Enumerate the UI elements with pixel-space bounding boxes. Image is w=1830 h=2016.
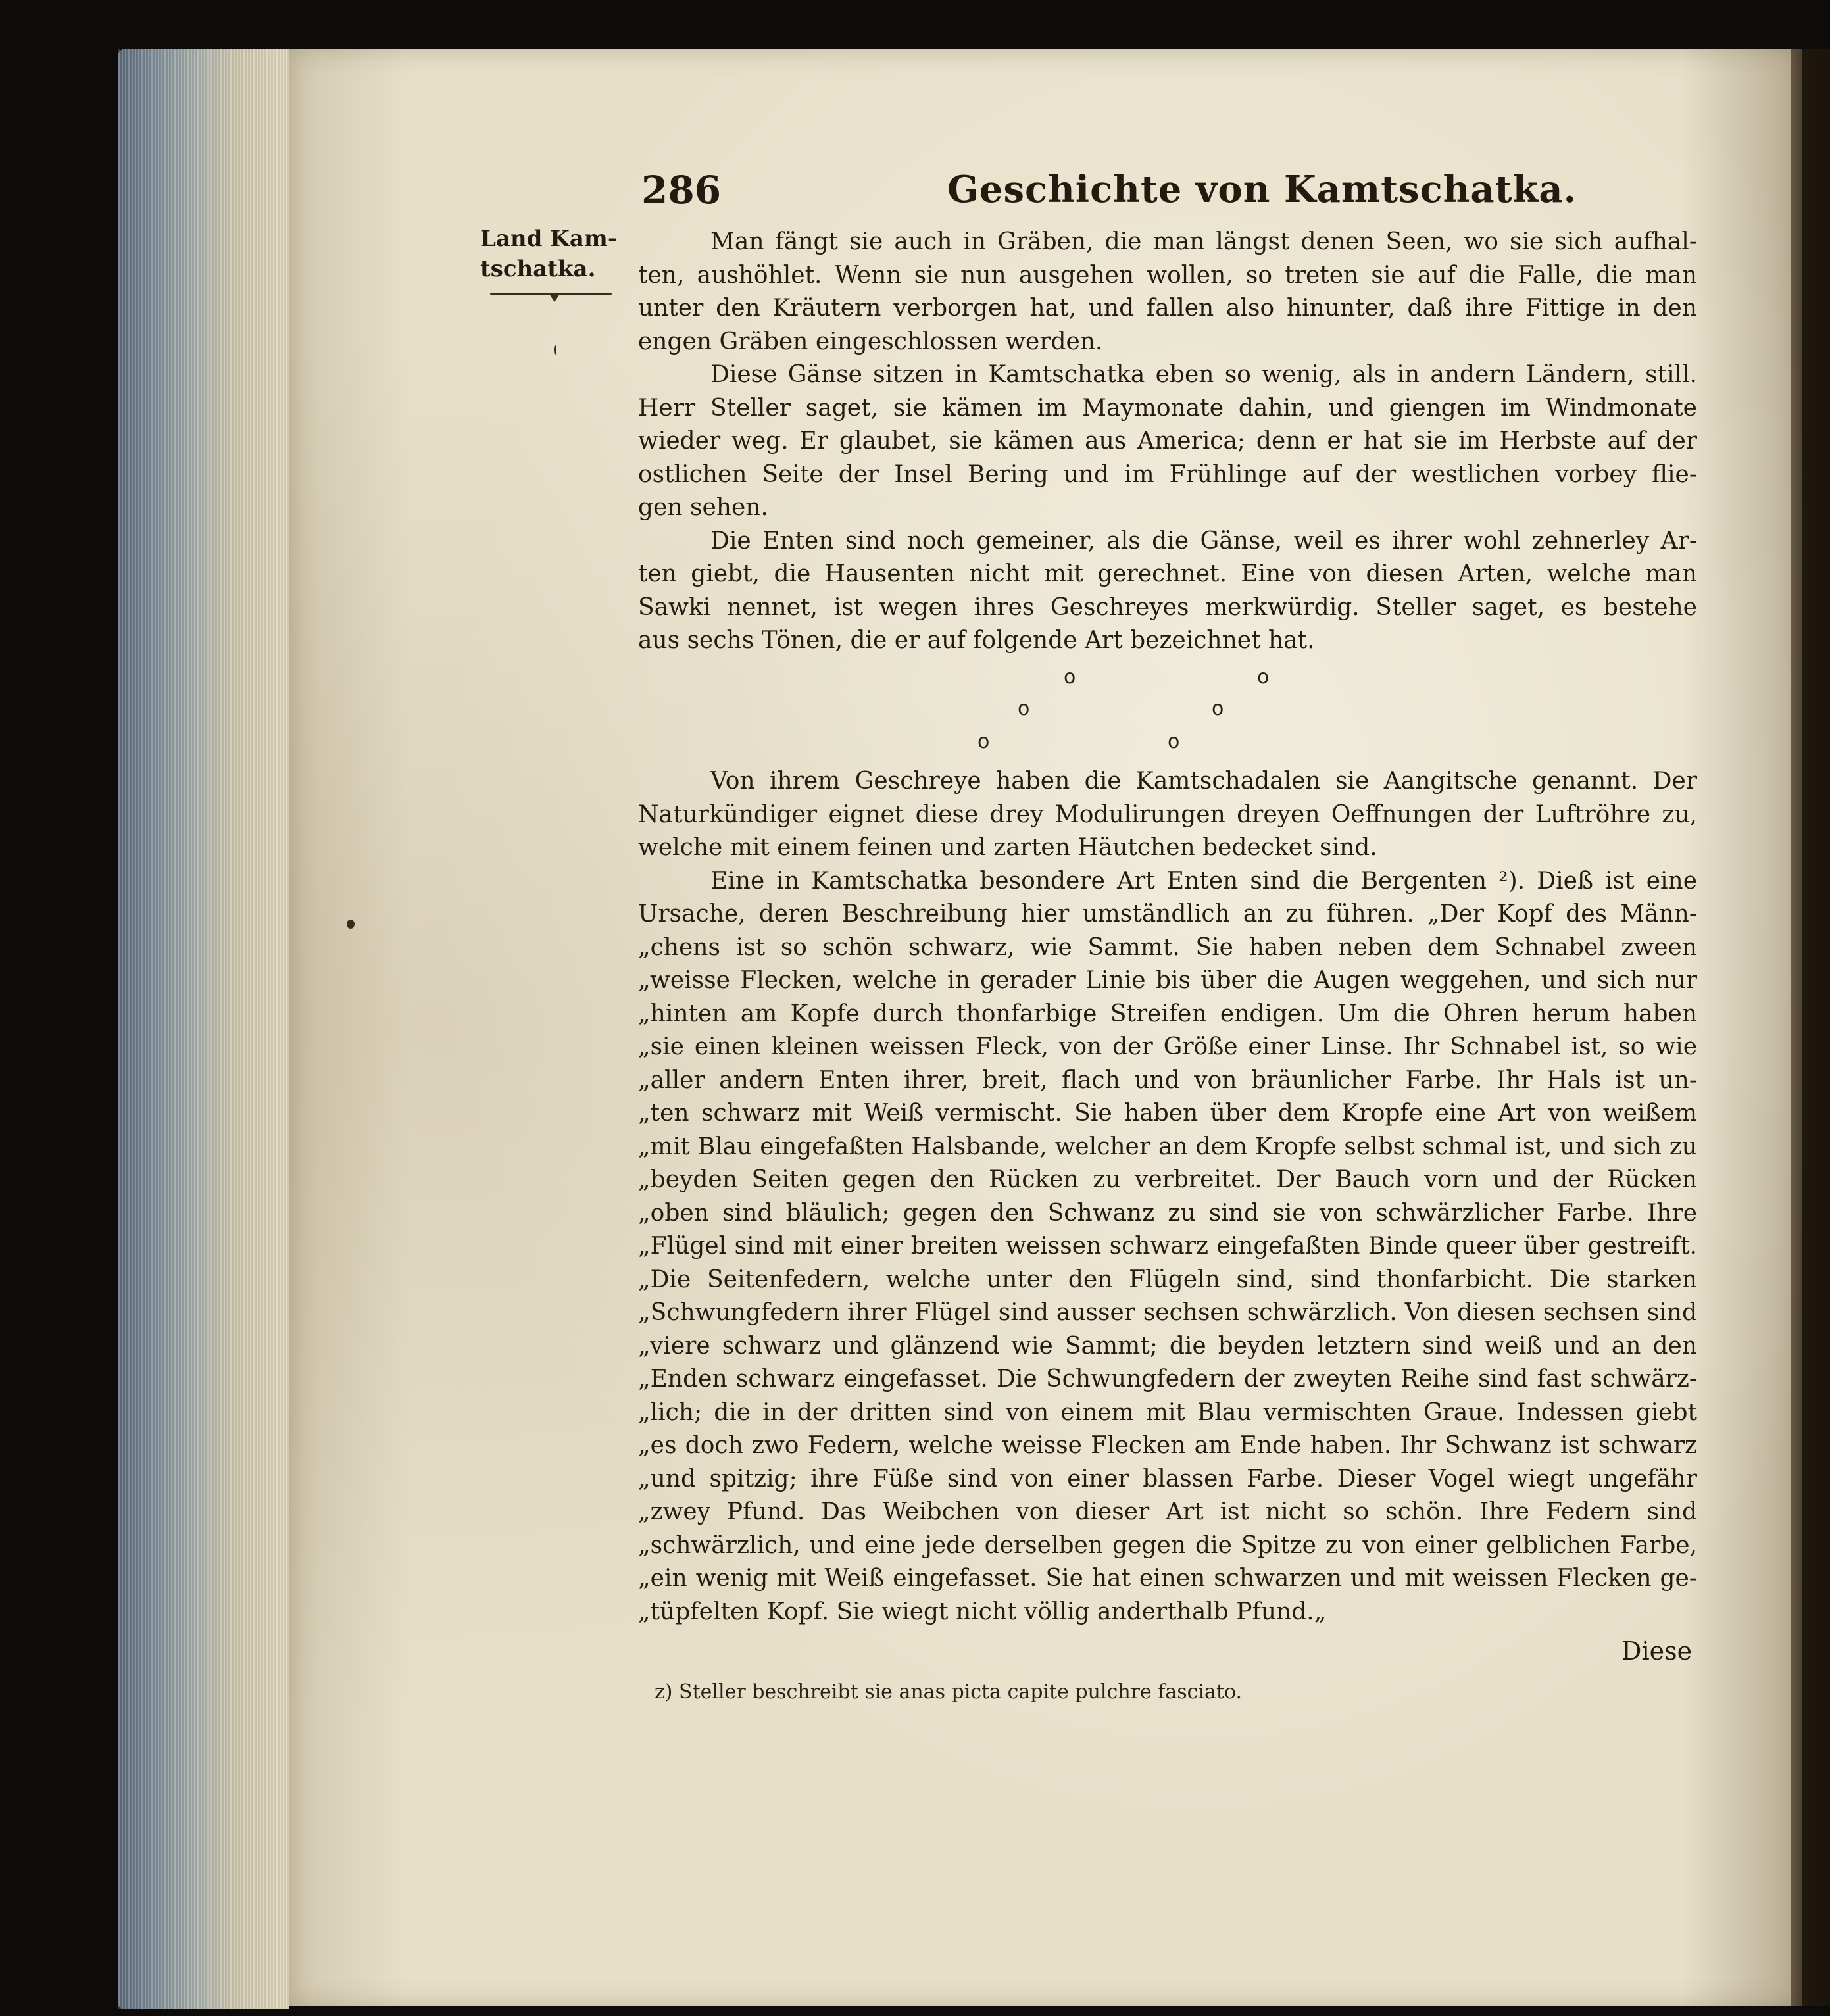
paper-speck [554, 345, 556, 355]
text-line: „und spitzig; ihre Füße sind von einer blassen Farbe. Dieser Vogel wiegt ungefähr [638, 1465, 1697, 1492]
text-line: „Enden schwarz eingefasset. Die Schwungfedern der zweyten Reihe sind fast schwärz- [638, 1365, 1697, 1392]
text-line: „chens ist so schön schwarz, wie Sammt. Sie haben neben dem Schnabel zween [638, 933, 1697, 961]
page-number: 286 [641, 168, 722, 212]
text-line: Naturkündiger eignet diese drey Modulirungen dreyen Oeffnungen der Luftröhre zu, [638, 800, 1697, 828]
tone-mark: o [1168, 730, 1180, 753]
text-line: Eine in Kamtschatka besondere Art Enten sind die Bergenten ²). Dieß ist eine [710, 867, 1697, 895]
marginal-mark [549, 294, 560, 302]
text-line: „Die Seitenfedern, welche unter den Flügeln sind, sind thonfarbicht. Die starken [638, 1266, 1697, 1293]
paragraph-block-2 [638, 765, 1697, 1629]
text-line: Diese Gänse sitzen in Kamtschatka eben so wenig, als in andern Ländern, still. [710, 361, 1697, 388]
text-line: „Schwungfedern ihrer Flügel sind ausser sechsen schwärzlich. Von diesen sechsen sind [638, 1299, 1697, 1326]
text-line: Man fängt sie auch in Gräben, die man längst denen Seen, wo sie sich aufhal- [710, 228, 1697, 255]
tone-mark: o [1212, 697, 1224, 720]
text-line: engen Gräben eingeschlossen werden. [638, 328, 1103, 355]
text-line: „viere schwarz und glänzend wie Sammt; die beyden letztern sind weiß und an den [638, 1332, 1697, 1360]
text-line: gen sehen. [638, 494, 768, 521]
text-line: ten, aushöhlet. Wenn sie nun ausgehen wollen, so treten sie auf die Falle, die man [638, 261, 1697, 289]
tone-mark: o [1064, 666, 1076, 689]
page-header [641, 168, 1746, 220]
text-line: aus sechs Tönen, die er auf folgende Art bezeichnet hat. [638, 627, 1315, 654]
tone-mark: o [1018, 697, 1030, 720]
text-line: Ursache, deren Beschreibung hier umständlich an zu führen. „Der Kopf des Männ- [638, 900, 1697, 927]
text-line: Herr Steller saget, sie kämen im Maymonate dahin, und giengen im Windmonate [638, 394, 1697, 422]
paragraph-block-1 [638, 226, 1697, 658]
marginal-note-line: Land Kam- [480, 226, 617, 252]
marginal-note-line: tschatka. [480, 256, 596, 282]
text-line: „mit Blau eingefaßten Halsbande, welcher an dem Kropfe selbst schmal ist, und sich zu [638, 1133, 1697, 1160]
tone-mark: o [977, 730, 990, 753]
text-line: ten giebt, die Hausenten nicht mit gerechnet. Eine von diesen Arten, welche man [638, 560, 1697, 587]
text-line: Von ihrem Geschreye haben die Kamtschadalen sie Aangitsche genannt. Der [710, 768, 1697, 795]
running-title: Geschichte von Kamtschatka. [947, 168, 1577, 211]
page-edge-shadow [1791, 49, 1830, 2006]
text-line: „lich; die in der dritten sind von einem mit Blau vermischten Graue. Indessen giebt [638, 1398, 1697, 1426]
text-line: „ein wenig mit Weiß eingefasset. Sie hat einen schwarzen und mit weissen Flecken ge- [638, 1565, 1697, 1592]
text-line: „weisse Flecken, welche in gerader Linie bis über die Augen weggehen, und sich nur [638, 967, 1697, 994]
text-line: „zwey Pfund. Das Weibchen von dieser Art ist nicht so schön. Ihre Federn sind [638, 1498, 1697, 1525]
text-line: „beyden Seiten gegen den Rücken zu verbreitet. Der Bauch vorn und der Rücken [638, 1166, 1697, 1193]
catchword: Diese [1621, 1636, 1693, 1665]
footnote: z) Steller beschreibt sie anas picta capite pulchre fasciato. [655, 1681, 1243, 1704]
text-line: „es doch zwo Federn, welche weisse Flecken am Ende haben. Ihr Schwanz ist schwarz [638, 1432, 1697, 1459]
paper-speck [347, 920, 355, 929]
marginal-note [480, 224, 631, 284]
text-line: „aller andern Enten ihrer, breit, flach und von bräunlicher Farbe. Ihr Hals ist un- [638, 1066, 1697, 1094]
text-line: unter den Kräutern verborgen hat, und fallen also hinunter, daß ihre Fittige in den [638, 295, 1697, 322]
text-line: „tüpfelten Kopf. Sie wiegt nicht völlig anderthalb Pfund.„ [638, 1598, 1327, 1625]
text-line: „oben sind bläulich; gegen den Schwanz zu sind sie von schwärzlicher Farbe. Ihre [638, 1199, 1697, 1227]
text-line: welche mit einem feinen und zarten Häutchen bedecket sind. [638, 834, 1377, 861]
text-line: ostlichen Seite der Insel Bering und im Frühlinge auf der westlichen vorbey flie- [638, 460, 1697, 488]
book-fore-edge [118, 49, 289, 2009]
text-line: Sawki nennet, ist wegen ihres Geschreyes merkwürdig. Steller saget, es bestehe [638, 593, 1697, 621]
text-line: „ten schwarz mit Weiß vermischt. Sie haben über dem Kropfe eine Art von weißem [638, 1100, 1697, 1127]
text-line: „Flügel sind mit einer breiten weissen schwarz eingefaßten Binde queer über gestreift. [638, 1233, 1697, 1260]
text-line: Die Enten sind noch gemeiner, als die Gänse, weil es ihrer wohl zehnerley Ar- [710, 527, 1697, 554]
text-line: wieder weg. Er glaubet, sie kämen aus America; denn er hat sie im Herbste auf der [638, 428, 1697, 455]
text-line: „schwärzlich, und eine jede derselben gegen die Spitze zu von einer gelblichen Farbe, [638, 1531, 1697, 1559]
text-line: „sie einen kleinen weissen Fleck, von der Größe einer Linse. Ihr Schnabel ist, so wie [638, 1033, 1697, 1060]
text-line: „hinten am Kopfe durch thonfarbige Streifen endigen. Um die Ohren herum haben [638, 1000, 1697, 1027]
tone-mark: o [1257, 666, 1270, 689]
